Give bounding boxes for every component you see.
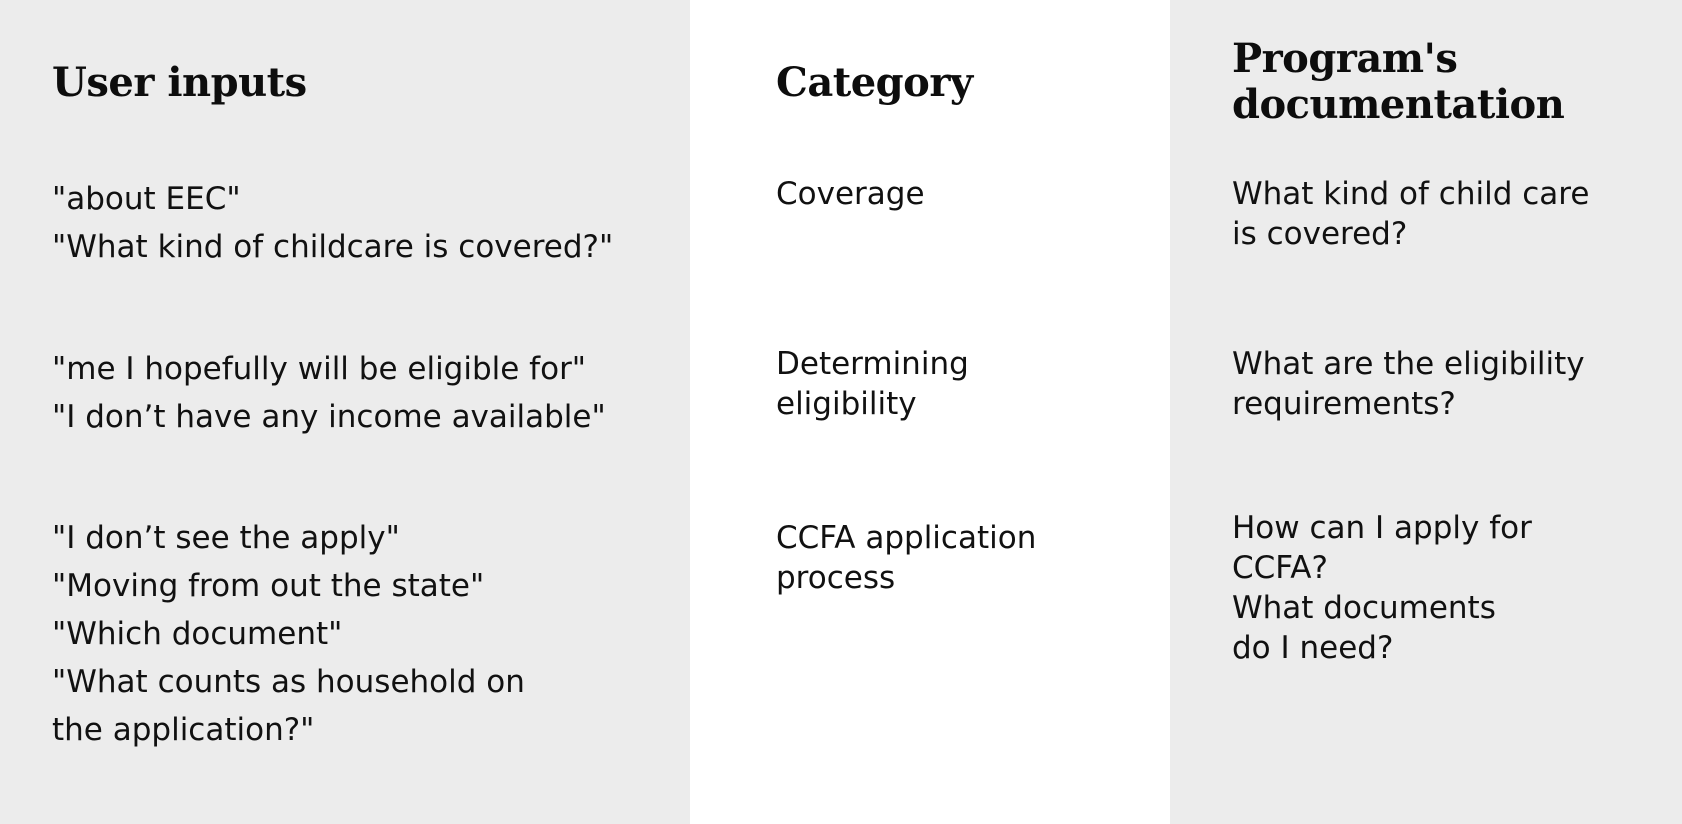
documentation-question: What are the eligibility [1232, 346, 1585, 382]
documentation-question: What documents [1232, 590, 1496, 626]
user-inputs-heading: User inputs [52, 59, 307, 106]
documentation-question: is covered? [1232, 216, 1408, 252]
documentation-question: CCFA? [1232, 550, 1328, 586]
program-documentation-heading [1232, 36, 1652, 128]
user-input-quote: "What counts as household on [52, 664, 525, 700]
user-input-quote: "Which document" [52, 616, 343, 652]
heading-line: documentation [1232, 81, 1565, 128]
documentation-question: requirements? [1232, 386, 1456, 422]
user-inputs-cell-application [52, 514, 672, 754]
category-cell-application [776, 518, 1136, 598]
user-inputs-cell-coverage [52, 175, 672, 271]
program-documentation-column [1170, 0, 1682, 824]
category-label: Coverage [776, 176, 925, 212]
user-input-quote: "What kind of childcare is covered?" [52, 229, 614, 265]
documentation-question: do I need? [1232, 630, 1394, 666]
category-label: Determining [776, 346, 969, 382]
category-column [690, 0, 1170, 824]
user-input-quote: the application?" [52, 712, 315, 748]
documentation-question: How can I apply for [1232, 510, 1532, 546]
category-label: process [776, 560, 896, 596]
category-label: CCFA application [776, 520, 1037, 556]
category-cell-coverage [776, 174, 1136, 214]
category-cell-eligibility [776, 344, 1136, 424]
user-input-quote: "about EEC" [52, 181, 241, 217]
category-label: eligibility [776, 386, 917, 422]
heading-line: Program's [1232, 35, 1458, 82]
user-input-quote: "I don’t see the apply" [52, 520, 400, 556]
user-inputs-column [0, 0, 690, 824]
user-inputs-cell-eligibility [52, 345, 672, 441]
user-input-quote: "me I hopefully will be eligible for" [52, 351, 587, 387]
documentation-cell-eligibility [1232, 344, 1652, 424]
documentation-cell-application [1232, 508, 1652, 668]
user-input-quote: "Moving from out the state" [52, 568, 485, 604]
documentation-cell-coverage [1232, 174, 1652, 254]
documentation-question: What kind of child care [1232, 176, 1590, 212]
user-input-quote: "I don’t have any income available" [52, 399, 606, 435]
category-heading: Category [776, 59, 973, 106]
